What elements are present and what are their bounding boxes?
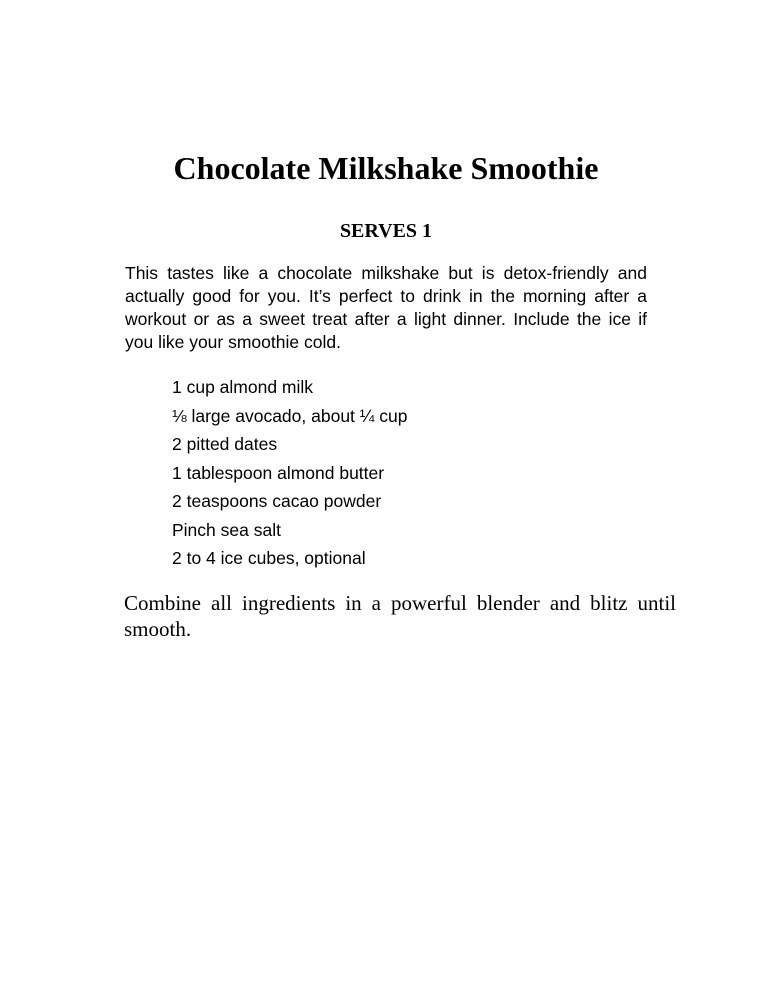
ingredient-item: ⅛ large avocado, about ¼ cup xyxy=(172,405,408,426)
ingredient-item: 1 cup almond milk xyxy=(172,377,314,397)
ingredient-item: 2 to 4 ice cubes, optional xyxy=(172,548,366,568)
ingredient-list xyxy=(172,373,407,573)
serves-heading: SERVES 1 xyxy=(339,220,433,242)
intro-paragraph: This tastes like a chocolate milkshake but is detox-friendly and actually good for you. It’s perfect to drink in the morning after a workout or as a sweet treat after a light dinner. Include the ice if you like your smoothie cold. xyxy=(125,263,647,352)
ingredient-item: Pinch sea salt xyxy=(172,519,281,540)
ingredient-item: 1 tablespoon almond butter xyxy=(172,462,385,483)
ingredient-item: 2 pitted dates xyxy=(172,434,278,454)
ingredient-item: 2 teaspoons cacao powder xyxy=(172,491,382,511)
recipe-title: Chocolate Milkshake Smoothie xyxy=(173,150,599,186)
method-paragraph: Combine all ingredients in a powerful blender and blitz until smooth. xyxy=(124,591,676,641)
